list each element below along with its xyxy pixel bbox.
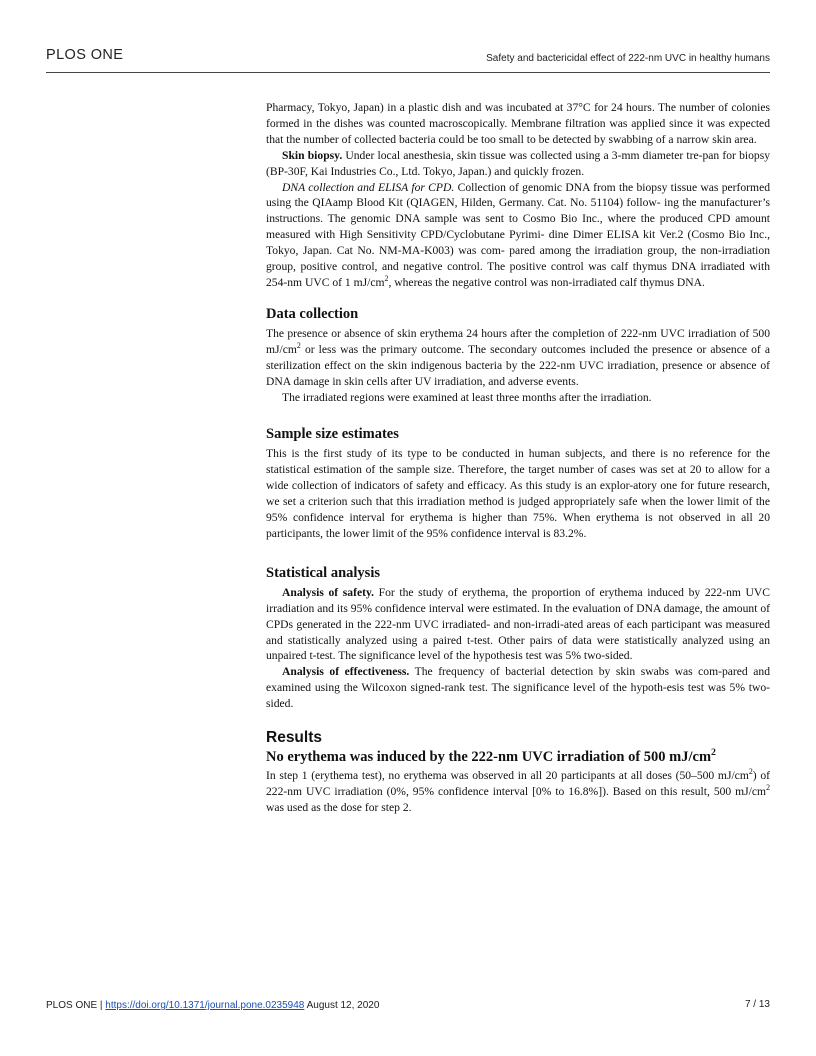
section-heading: Sample size estimates xyxy=(266,426,399,443)
paragraph-text: The presence or absence of skin erythema 24 hours after the completion of 222-nm UVC irradiation of 500 mJ/cm xyxy=(266,326,770,356)
paragraph-results xyxy=(266,768,770,816)
footer-citation xyxy=(46,999,406,1012)
paragraph-dna-collection xyxy=(266,180,770,291)
paragraph-text: , whereas the negative control was non-irradiated calf thymus DNA. xyxy=(388,275,705,289)
paragraph-text: The frequency of bacterial detection by skin swabs was com-pared and examined using the Wilcoxon signed-rank test. The significance level of the hypoth-esis test was 5% two-sided. xyxy=(266,665,770,711)
doi-link[interactable]: https://doi.org/10.1371/journal.pone.0235948 xyxy=(105,1000,305,1011)
superscript: 2 xyxy=(296,340,301,350)
page-number: 7 / 13 xyxy=(744,999,770,1010)
paragraph-text: Collection of genomic DNA from the biopsy tissue was performed using the QIAamp Blood Kit (QIAGEN, Hilden, Germany. Cat. No. 51104) follow- ing the manufacturer’s instructions. The genomic DNA sample was sent to Cosmo Bio Inc., where the produced CPD amount measured with High Sensitivity CPD/Cyclobutane Pyrimi- dine Dimer ELISA kit Ver.2 (Cosmo Bio Inc., Tokyo, Japan. Cat No. NM-MA-K003) was com- pared among the irradiation group, the non-irradiation group, positive control, and negative control. The positive control was calf thymus DNA irradiated with 254-nm UVC of 1 mJ/cm xyxy=(266,180,771,289)
header-divider xyxy=(46,72,770,73)
running-title: Safety and bactericidal effect of 222-nm UVC in healthy humans xyxy=(486,53,770,64)
footer-journal: PLOS ONE | xyxy=(46,1000,106,1011)
paragraph-text: For the study of erythema, the proportion of erythema induced by 222-nm UVC irradiation and its 95% confidence interval were estimated. In the evaluation of DNA damage, the amount of CPDs generated in the 222-nm UVC irradiated- and non-irradi-ated areas of each participant was measured and statistically analyzed using a paired t-test. Other pairs of data were statistically analyzed using an unpaired t-test. The significance level of the hypothesis test was 5% two-sided. xyxy=(266,585,770,663)
footer-date: August 12, 2020 xyxy=(304,1000,380,1011)
run-in-heading: Skin biopsy. xyxy=(282,148,343,162)
run-in-heading: Analysis of safety. xyxy=(282,585,375,599)
paragraph-irradiated-regions: The irradiated regions were examined at least three months after the irradiation. xyxy=(282,390,652,404)
results-subheading xyxy=(266,748,770,766)
paragraph-text: was used as the dose for step 2. xyxy=(266,800,412,814)
superscript: 2 xyxy=(711,747,716,759)
paragraph-text: or less was the primary outcome. The secondary outcomes included the presence or absence of a sterilization effect on the skin indigenous bacteria by the 222-nm UVC irradiation, presence or absence of DNA damage in skin cells after UV irradiation, and adverse events. xyxy=(266,342,770,388)
paragraph-skin-biopsy xyxy=(266,148,770,180)
superscript: 2 xyxy=(748,767,753,777)
paragraph-text: In step 1 (erythema test), no erythema was observed in all 20 participants at all doses (50–500 mJ/cm xyxy=(266,769,749,783)
run-in-heading: DNA collection and ELISA for CPD. xyxy=(282,180,455,194)
paragraph-analysis-safety xyxy=(266,585,770,665)
superscript: 2 xyxy=(766,783,770,793)
results-heading: Results xyxy=(266,729,322,747)
paragraph-text: ) of 222-nm UVC irradiation (0%, 95% confidence interval [0% to 16.8%]). Based on this result, 500 mJ/cm xyxy=(266,769,770,798)
paragraph-data-collection xyxy=(266,326,770,390)
section-heading: Data collection xyxy=(266,305,359,322)
section-heading: Statistical analysis xyxy=(266,564,380,581)
paragraph-sample-size: This is the first study of its type to be conducted in human subjects, and there is no reference for the statistical estimation of the sample size. Therefore, the target number of cases was set at 20 to allow for a wide collection of indicators of safety and efficacy. As this study is an explor-atory one for future research, we set a criterion such that this irradiation method is judged appropriately safe when the lower limit of the 95% confidence interval for erythema is higher than 75%. When erythema is not observed in all 20 participants, the lower limit of the 95% confidence interval is 83.2%. xyxy=(266,447,770,540)
journal-name: PLOS ONE xyxy=(46,47,124,63)
paragraph-analysis-effectiveness xyxy=(266,664,770,712)
subheading-text: No erythema was induced by the 222-nm UVC irradiation of 500 mJ/cm xyxy=(266,749,712,766)
superscript: 2 xyxy=(384,274,389,284)
article-body xyxy=(266,100,770,816)
paragraph-text: Under local anesthesia, skin tissue was collected using a 3-mm diameter tre-pan for biopsy (BP-30F, Kai Industries Co., Ltd. Tokyo, Japan.) and quickly frozen. xyxy=(266,148,770,178)
run-in-heading: Analysis of effectiveness. xyxy=(282,665,410,679)
paragraph-intro: Pharmacy, Tokyo, Japan) in a plastic dish and was incubated at 37°C for 24 hours. The number of colonies formed in the dishes was counted macroscopically. Membrane filtration was applied since it was expected that the number of collected bacteria could be too small to be detected by swabbing of a narrow skin area. xyxy=(266,101,770,146)
